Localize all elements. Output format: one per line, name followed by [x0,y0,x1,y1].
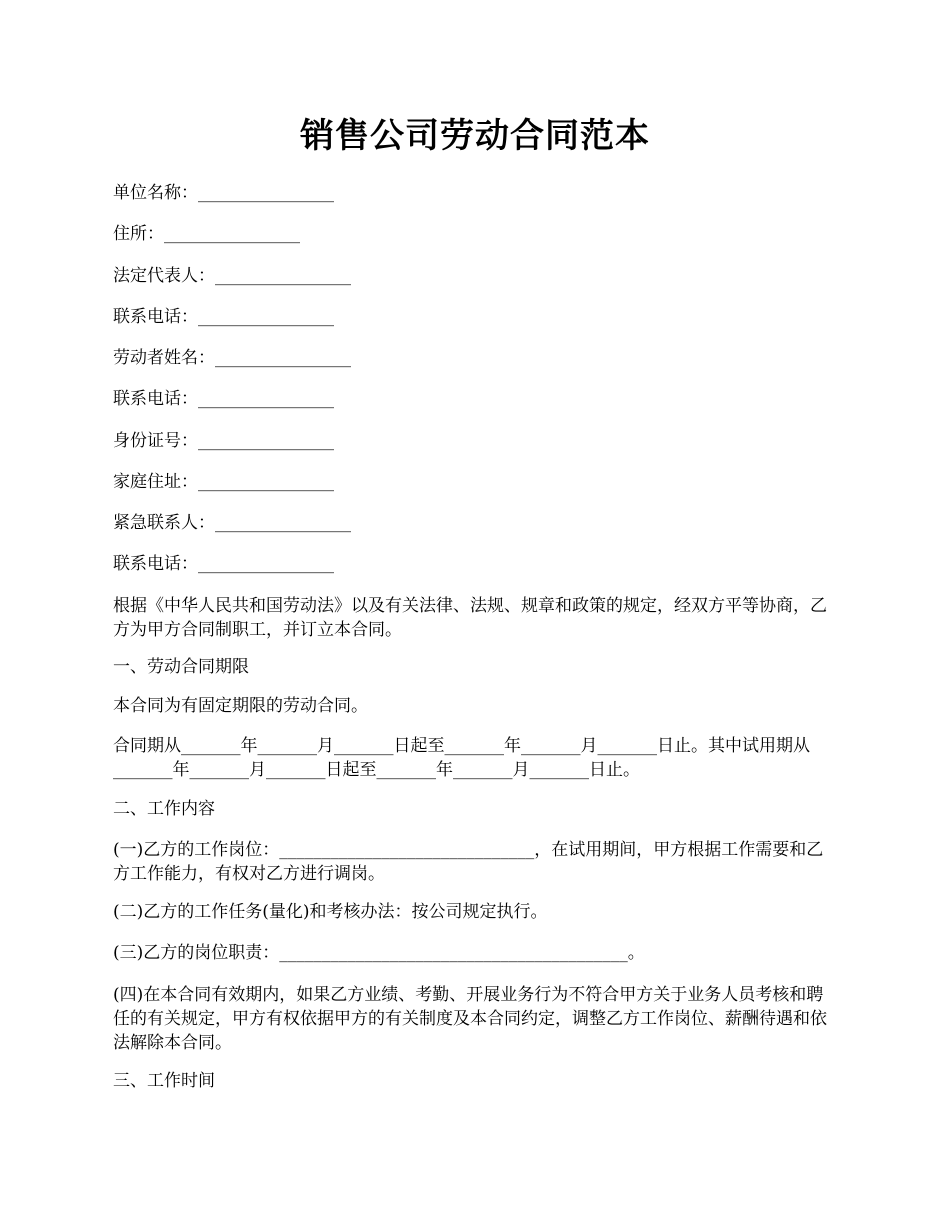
document-title: 销售公司劳动合同范本 [300,116,650,156]
paragraph-fixed-term: 本合同为有固定期限的劳动合同。 [113,696,368,716]
field-worker-name: 劳动者姓名：________________ [113,348,351,368]
field-home-address: 家庭住址：________________ [113,472,334,492]
field-worker-phone: 联系电话：________________ [113,389,334,409]
paragraph-job-duties: (三)乙方的岗位职责：_________________________________________。 [113,943,645,963]
field-emergency-contact: 紧急联系人：________________ [113,513,351,533]
field-emergency-phone: 联系电话：________________ [113,554,334,574]
field-address: 住所：________________ [113,224,300,244]
paragraph-work-tasks: (二)乙方的工作任务(量化)和考核办法：按公司规定执行。 [113,902,548,922]
section-heading-work-content: 二、工作内容 [113,799,215,819]
field-id-number: 身份证号：________________ [113,431,334,451]
paragraph-contract-period: 合同期从_______年_______月_______日起至_______年_______月_______日止。其中试用期从_______年_______月_______日起至_______年_______月_______日止。 [113,736,810,780]
section-heading-work-hours: 三、工作时间 [113,1071,215,1091]
field-company-phone: 联系电话：________________ [113,307,334,327]
paragraph-work-post: (一)乙方的工作岗位：______________________________，在试用期间，甲方根据工作需要和乙方工作能力，有权对乙方进行调岗。 [113,840,824,884]
field-legal-representative: 法定代表人：________________ [113,266,351,286]
section-heading-contract-term: 一、劳动合同期限 [113,657,249,677]
paragraph-adjustment-terms: (四)在本合同有效期内，如果乙方业绩、考勤、开展业务行为不符合甲方关于业务人员考核和聘任的有关规定，甲方有权依据甲方的有关制度及本合同约定，调整乙方工作岗位、薪酬待遇和依法解除本合同。 [113,985,827,1053]
field-company-name: 单位名称：________________ [113,183,334,203]
paragraph-preamble: 根据《中华人民共和国劳动法》以及有关法律、法规、规章和政策的规定，经双方平等协商，乙方为甲方合同制职工，并订立本合同。 [113,596,827,640]
